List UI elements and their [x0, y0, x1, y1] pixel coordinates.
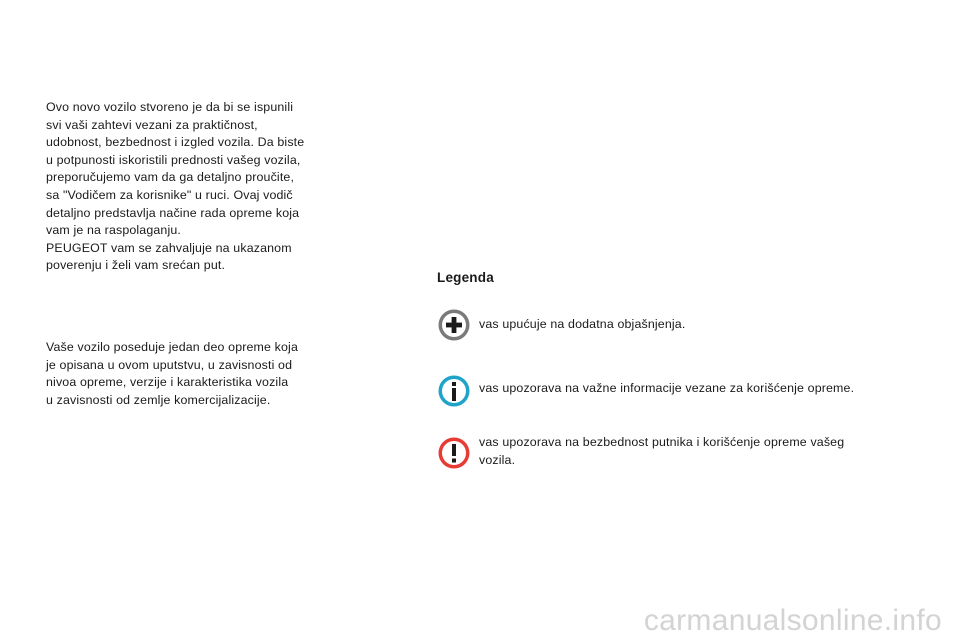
- legend-item-label: vas upozorava na važne informacije vezane za korišćenje opreme.: [479, 381, 855, 395]
- info-icon: [437, 374, 471, 408]
- legend-item-label: vas upozorava na bezbednost putnika i korišćenje opreme vašeg vozila.: [479, 435, 845, 467]
- legend-title: Legenda: [437, 270, 494, 285]
- warning-icon: [437, 436, 471, 470]
- watermark: carmanualsonline.info: [643, 604, 942, 637]
- plus-icon: [437, 308, 471, 342]
- equipment-paragraph: Vaše vozilo poseduje jedan deo opreme koja je opisana u ovom uputstvu, u zavisnosti od nivoa opreme, verzije i karakteristika vozila u zavisnosti od zemlje komercijalizacije.: [46, 340, 298, 407]
- intro-paragraph: Ovo novo vozilo stvoreno je da bi se ispunili svi vaši zahtevi vezani za praktičnost, udobnost, bezbednost i izgled vozila. Da biste u potpunosti iskoristili prednosti vašeg vozila, preporučujemo vam da ga detaljno proučite, sa "Vodičem za korisnike" u ruci. Ovaj vodič detaljno predstavlja načine rada opreme koja vam je na raspolaganju. PEUGEOT vam se zahvaljuje na ukazanom poverenju i želi vam srećan put.: [46, 100, 305, 273]
- legend-item-label: vas upućuje na dodatna objašnjenja.: [479, 317, 686, 331]
